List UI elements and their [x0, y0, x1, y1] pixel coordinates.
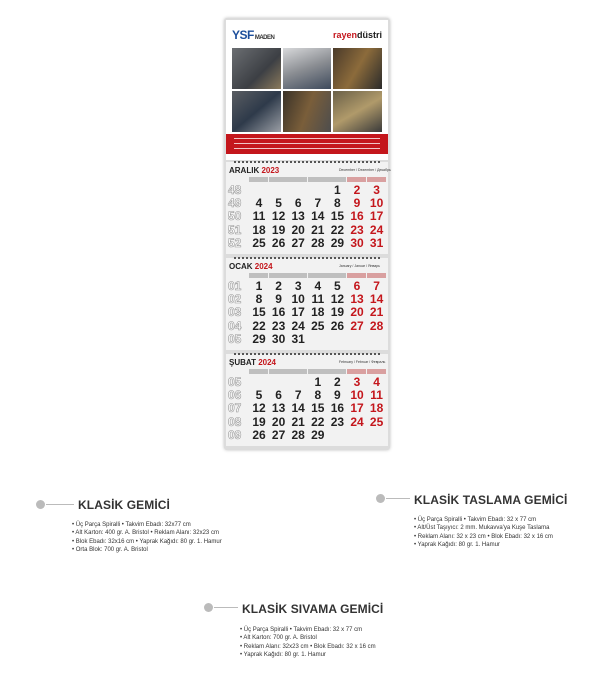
week-number: 06: [228, 388, 242, 403]
day-cell: 15: [330, 209, 345, 224]
day-cell: 21: [369, 305, 384, 320]
day-cell: 29: [311, 427, 325, 442]
day-cell: 13: [350, 292, 364, 307]
spec-line: • Üç Parça Spiralli • Takvim Ebadı: 32x77 cm: [72, 522, 191, 528]
weekday-header: [226, 273, 388, 279]
day-cell: 12: [252, 401, 266, 416]
day-cell: 30: [350, 235, 364, 250]
advert-photo: [333, 48, 382, 89]
month-block: [226, 354, 388, 446]
day-cell: 30: [271, 331, 286, 346]
day-cell: 11: [370, 388, 383, 403]
day-cell: 22: [311, 414, 325, 429]
spec-line: • Orta Blok: 700 gr. A. Bristol: [72, 547, 148, 554]
day-cell: 28: [291, 427, 305, 442]
month-names-foreign: December / Dezember / Декабрь: [339, 168, 391, 172]
ysf-logo: YSFMADEN: [232, 28, 275, 42]
day-cell: 11: [311, 292, 325, 307]
day-cell: 19: [271, 222, 286, 237]
day-cell: 23: [330, 414, 345, 429]
day-cell: 8: [314, 388, 322, 403]
day-cell: 27: [291, 235, 305, 250]
day-cell: 23: [271, 318, 286, 333]
day-cell: 15: [311, 401, 325, 416]
day-cell: 16: [350, 209, 364, 224]
day-cell: 25: [311, 318, 325, 333]
klasik-gemici-specs: [72, 521, 222, 555]
advert-photo: [333, 91, 382, 132]
day-cell: 15: [252, 305, 266, 320]
day-cell: 26: [330, 318, 345, 333]
week-number: 50: [228, 209, 242, 224]
advert-photos: [232, 48, 382, 132]
month-title: ŞUBAT 2024 February / Februar / Февраль: [229, 358, 386, 367]
day-cell: 24: [291, 318, 305, 333]
day-cell: 3: [353, 375, 361, 389]
day-cell: 25: [369, 414, 384, 429]
rayendustri-logo: rayendüstri: [332, 30, 382, 40]
day-cell: 19: [252, 414, 266, 429]
day-cell: 20: [291, 222, 305, 237]
day-cell: 21: [291, 414, 305, 429]
day-cell: 16: [271, 305, 286, 320]
spec-line: • Alt Karton: 700 gr. A. Bristol: [240, 635, 317, 642]
spec-line: • Üç Parça Spiralli • Takvim Ebadı: 32 x 77 cm: [240, 627, 363, 633]
week-number: 05: [228, 375, 242, 389]
day-cell: 1: [314, 375, 322, 389]
spec-line: • Yaprak Kağıdı: 80 gr. 1. Hamur: [414, 542, 500, 549]
day-cell: 6: [275, 388, 282, 403]
bullet-dot: [376, 494, 385, 503]
day-cell: 17: [369, 209, 384, 224]
day-cell: 1: [334, 183, 341, 197]
day-cell: 5: [334, 279, 341, 293]
klasik-sivama-specs: [240, 626, 376, 660]
day-cell: 27: [271, 427, 286, 442]
day-cell: 7: [314, 196, 322, 211]
week-number: 49: [228, 196, 242, 211]
bullet-dot: [204, 603, 213, 612]
day-cell: 10: [350, 388, 364, 403]
day-cell: 23: [350, 222, 364, 237]
spec-line: • Alt Karton: 400 gr. A. Bristol • Reklam Alanı: 32x23 cm: [72, 530, 219, 537]
day-cell: 14: [369, 292, 384, 307]
day-cell: 29: [330, 235, 345, 250]
day-cell: 28: [369, 318, 384, 333]
week-number: 02: [228, 292, 242, 307]
week-number: 05: [228, 331, 242, 346]
day-cell: 17: [291, 305, 305, 320]
day-cell: 18: [369, 401, 384, 416]
advert-photo: [283, 48, 332, 89]
day-cell: 5: [255, 388, 263, 403]
day-cell: 7: [373, 279, 380, 293]
day-cell: 11: [252, 209, 266, 224]
advert-panel: [226, 20, 388, 160]
week-number: 01: [228, 279, 242, 293]
spec-line: • Reklam Alanı: 32 x 23 cm • Blok Ebadı: 32 x 16 cm: [414, 533, 553, 540]
divider-line: [386, 498, 410, 499]
day-cell: 25: [252, 235, 266, 250]
day-cell: 8: [334, 196, 341, 211]
month-block: [226, 162, 391, 254]
wall-calendar: [224, 18, 390, 450]
divider-line: [214, 607, 238, 608]
day-cell: 9: [275, 292, 282, 307]
spec-line: • Yaprak Kağıdı: 80 gr. 1. Hamur: [240, 652, 326, 659]
weekday-header: [226, 177, 388, 183]
day-cell: 31: [369, 235, 384, 250]
day-cell: 12: [330, 292, 345, 307]
klasik-taslama-title: KLASİK TASLAMA GEMİCİ: [414, 493, 568, 507]
day-cell: 17: [350, 401, 364, 416]
day-cell: 20: [350, 305, 364, 320]
day-cell: 8: [255, 292, 263, 307]
week-number: 07: [228, 401, 242, 416]
day-cell: 21: [311, 222, 325, 237]
advert-photo: [283, 91, 332, 132]
week-number: 48: [228, 183, 242, 197]
day-cell: 10: [291, 292, 305, 307]
day-cell: 2: [353, 183, 361, 197]
day-cell: 24: [350, 414, 364, 429]
day-cell: 1: [255, 279, 263, 293]
week-number: 09: [228, 427, 242, 442]
month-title: ARALIK 2023 December / Dezember / Декабрь: [229, 166, 391, 175]
advert-logos: [232, 28, 382, 42]
day-cell: 20: [271, 414, 286, 429]
day-cell: 4: [314, 279, 322, 293]
klasik-gemici-title: KLASİK GEMİCİ: [78, 498, 170, 512]
day-cell: 28: [311, 235, 325, 250]
day-cell: 27: [350, 318, 364, 333]
bullet-dot: [36, 500, 45, 509]
weekday-header: [226, 369, 388, 375]
day-cell: 6: [294, 196, 302, 211]
klasik-taslama-specs: [414, 516, 553, 550]
day-cell: 3: [294, 279, 302, 293]
day-cell: 9: [353, 196, 361, 211]
spec-line: • Blok Ebadı: 32x16 cm • Yaprak Kağıdı: 80 gr. 1. Hamur: [72, 538, 222, 545]
day-cell: 5: [275, 196, 282, 211]
day-cell: 22: [330, 222, 345, 237]
day-cell: 7: [294, 388, 302, 403]
day-cell: 18: [311, 305, 325, 320]
day-cell: 31: [291, 331, 305, 346]
day-cell: 4: [373, 375, 380, 389]
spec-line: • Üç Parça Spiralli • Takvim Ebadı: 32 x 77 cm: [414, 517, 537, 523]
day-cell: 14: [311, 209, 325, 224]
month-block: [226, 258, 388, 350]
divider-line: [46, 504, 74, 505]
month-title: OCAK 2024 January / Januar / Январь: [229, 262, 380, 271]
week-number: 52: [228, 235, 242, 250]
day-cell: 26: [252, 427, 266, 442]
day-cell: 19: [330, 305, 345, 320]
day-cell: 4: [255, 196, 263, 211]
day-cell: 10: [369, 196, 384, 211]
week-number: 03: [228, 305, 242, 320]
spec-line: • Alt/Üst Taşıyıcı: 2 mm. Mukavva'ya Kuşe Taslama: [414, 525, 550, 532]
week-number: 04: [228, 318, 242, 333]
week-number: 08: [228, 414, 242, 429]
day-cell: 16: [330, 401, 345, 416]
day-cell: 3: [373, 183, 380, 197]
advert-contact-bar: [226, 134, 388, 154]
day-cell: 13: [271, 401, 286, 416]
day-cell: 9: [334, 388, 341, 403]
advert-photo: [232, 48, 281, 89]
month-names-foreign: February / Februar / Февраль: [339, 360, 386, 364]
day-cell: 22: [252, 318, 266, 333]
day-cell: 12: [271, 209, 286, 224]
week-number: 51: [228, 222, 242, 237]
day-cell: 14: [291, 401, 305, 416]
day-cell: 26: [271, 235, 286, 250]
spec-line: • Reklam Alanı: 32x23 cm • Blok Ebadı: 32 x 16 cm: [240, 643, 376, 650]
day-cell: 18: [252, 222, 266, 237]
month-names-foreign: January / Januar / Январь: [339, 264, 380, 268]
advert-photo: [232, 91, 281, 132]
day-cell: 24: [369, 222, 384, 237]
klasik-sivama-title: KLASİK SIVAMA GEMİCİ: [242, 602, 384, 616]
day-cell: 2: [275, 279, 282, 293]
day-cell: 2: [334, 375, 341, 389]
day-cell: 13: [291, 209, 305, 224]
day-cell: 6: [353, 279, 361, 293]
day-cell: 29: [252, 331, 266, 346]
